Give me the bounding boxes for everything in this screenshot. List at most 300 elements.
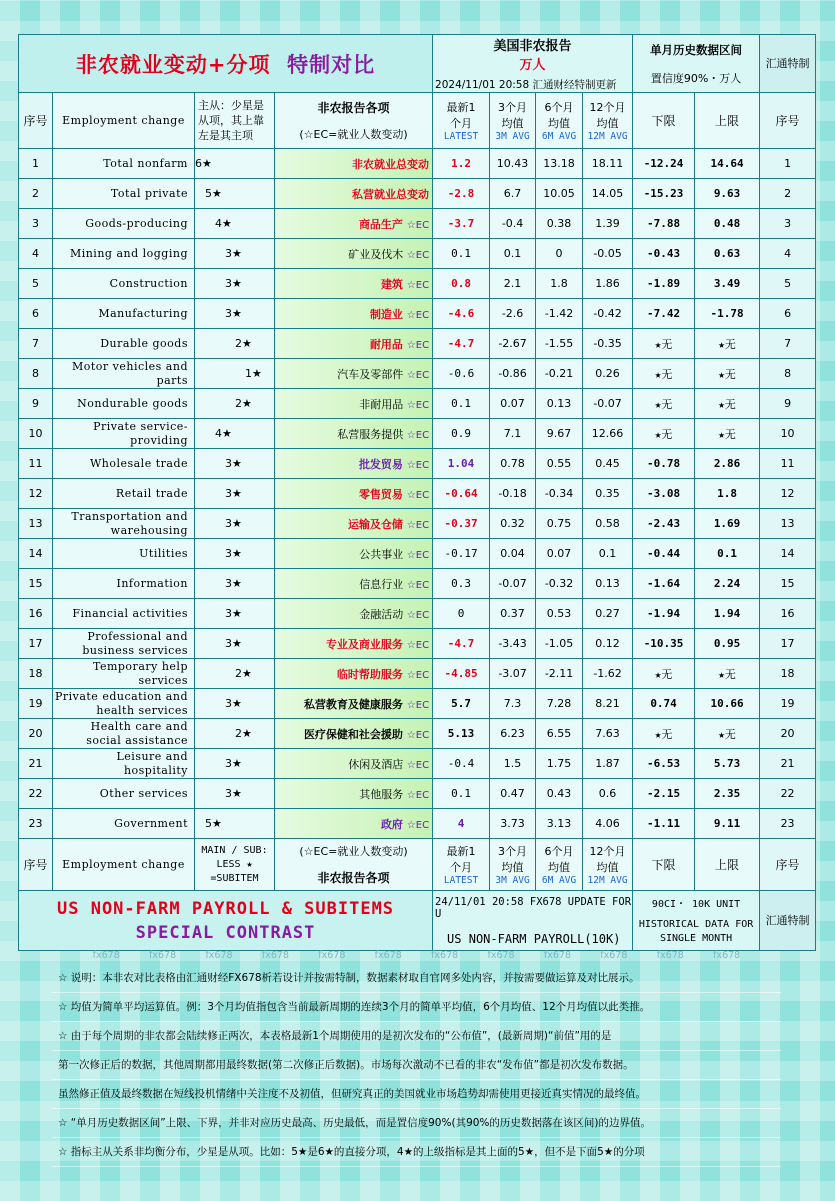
row-item-label: 批发贸易 [358, 457, 403, 471]
row-seq-right: 11 [760, 449, 816, 479]
row-star: 3★ [195, 689, 275, 719]
row-seq-right: 6 [760, 299, 816, 329]
row-avg6: 9.67 [536, 419, 583, 449]
row-high: 3.49 [695, 269, 760, 299]
col-avg12-cn: 12个月均值 [589, 101, 626, 130]
foot-avg12-en: 12M AVG [587, 875, 628, 886]
watermark-text: fx678 [261, 950, 289, 961]
row-low: -6.53 [633, 749, 695, 779]
row-avg12: 4.06 [583, 809, 633, 839]
row-employment: Information [53, 569, 195, 599]
side-brand-top: 汇通特制 [760, 35, 816, 93]
column-header-row [19, 93, 816, 149]
row-item-label: 非耐用品 [359, 397, 404, 411]
row-employment: Goods-producing [53, 209, 195, 239]
row-avg12: 1.87 [583, 749, 633, 779]
row-seq-right: 21 [760, 749, 816, 779]
row-item [275, 569, 433, 599]
row-low: -7.88 [633, 209, 695, 239]
english-title [19, 891, 433, 951]
row-seq: 22 [19, 779, 53, 809]
row-low: -1.89 [633, 269, 695, 299]
row-avg6: 0.55 [536, 449, 583, 479]
report-table-wrapper [18, 34, 815, 951]
watermark-text: fx678 [487, 950, 515, 961]
row-item-ec: ☆EC [406, 459, 430, 471]
row-item-ec: ☆EC [406, 429, 430, 441]
row-avg3: 0.32 [490, 509, 536, 539]
row-avg3: 0.07 [490, 389, 536, 419]
foot-avg12 [583, 839, 633, 891]
row-latest: -4.85 [433, 659, 490, 689]
row-seq-right: 16 [760, 599, 816, 629]
row-avg3: 0.47 [490, 779, 536, 809]
row-item-label: 私营服务提供 [337, 427, 404, 441]
foot-items-title: 非农报告各项 [317, 871, 390, 885]
table-row [19, 389, 816, 419]
row-avg3: 6.7 [490, 179, 536, 209]
note-line: ☆ “单月历史数据区间”上限、下界，并非对应历史最高、历史最低，而是置信度90%(其90%的历史数据落在该区间)的边界值。 [52, 1109, 781, 1138]
foot-high: 上限 [695, 839, 760, 891]
row-employment: Manufacturing [53, 299, 195, 329]
row-high: ★无 [695, 329, 760, 359]
row-high: 0.63 [695, 239, 760, 269]
row-seq: 1 [19, 149, 53, 179]
row-employment: Total nonfarm [53, 149, 195, 179]
row-avg3: -2.67 [490, 329, 536, 359]
row-low: -10.35 [633, 629, 695, 659]
nonfarm-table [18, 34, 816, 951]
row-latest: 5.13 [433, 719, 490, 749]
note-line: 虽然修正值及最终数据在短线投机情绪中关注度不及初值，但研究真正的美国就业市场趋势却需使用更接近真实情况的最终值。 [52, 1080, 781, 1109]
row-avg12: 1.39 [583, 209, 633, 239]
row-seq: 7 [19, 329, 53, 359]
foot-items-sub: (☆EC=就业人数变动) [299, 845, 408, 858]
main-title [19, 35, 433, 93]
row-item-label: 零售贸易 [358, 487, 403, 501]
col-avg6-cn: 6个月均值 [544, 101, 574, 130]
row-low: -0.78 [633, 449, 695, 479]
row-star: 3★ [195, 269, 275, 299]
row-seq-right: 8 [760, 359, 816, 389]
row-avg6: -0.34 [536, 479, 583, 509]
row-seq-right: 14 [760, 539, 816, 569]
row-item-ec: ☆EC [406, 369, 430, 381]
col-low: 下限 [633, 93, 695, 149]
row-employment: Retail trade [53, 479, 195, 509]
row-avg6: 0.75 [536, 509, 583, 539]
row-latest: 1.2 [433, 149, 490, 179]
row-item-label: 医疗保健和社会援助 [303, 727, 403, 741]
row-avg3: -0.18 [490, 479, 536, 509]
row-star: 3★ [195, 509, 275, 539]
row-avg12: 0.45 [583, 449, 633, 479]
col-avg12-en: 12M AVG [587, 131, 628, 142]
watermark-row [18, 950, 815, 964]
row-avg12: -0.42 [583, 299, 633, 329]
row-avg12: 12.66 [583, 419, 633, 449]
row-avg3: -0.07 [490, 569, 536, 599]
row-high: 9.63 [695, 179, 760, 209]
row-item [275, 269, 433, 299]
row-item [275, 659, 433, 689]
row-employment: Durable goods [53, 329, 195, 359]
row-seq: 11 [19, 449, 53, 479]
row-avg6: 0.07 [536, 539, 583, 569]
row-star: 6★ [195, 149, 275, 179]
watermark-text: fx678 [713, 950, 741, 961]
row-item-ec: ☆EC [406, 699, 430, 711]
row-employment: Motor vehicles and parts [53, 359, 195, 389]
row-item-label: 耐用品 [369, 337, 403, 351]
foot-avg12-cn: 12个月均值 [589, 845, 626, 874]
row-seq: 10 [19, 419, 53, 449]
row-item-label: 商品生产 [358, 217, 403, 231]
row-latest: 0.3 [433, 569, 490, 599]
range-sub: 置信度90%・万人 [650, 71, 742, 85]
row-employment: Nondurable goods [53, 389, 195, 419]
report-title-cell [433, 35, 633, 93]
row-avg3: 10.43 [490, 149, 536, 179]
row-item-label: 建筑 [380, 277, 403, 291]
row-item-ec: ☆EC [406, 309, 430, 321]
row-avg3: 7.3 [490, 689, 536, 719]
table-row [19, 509, 816, 539]
english-unit: 90CI・ 10K UNIT [651, 899, 741, 910]
row-star: 5★ [195, 179, 275, 209]
row-seq: 21 [19, 749, 53, 779]
row-avg6: 0.38 [536, 209, 583, 239]
foot-seq-right: 序号 [760, 839, 816, 891]
row-seq: 2 [19, 179, 53, 209]
table-row [19, 749, 816, 779]
row-item [275, 749, 433, 779]
row-item [275, 689, 433, 719]
data-rows [19, 149, 816, 839]
row-avg6: 0.13 [536, 389, 583, 419]
foot-employment: Employment change [53, 839, 195, 891]
row-latest: 0.1 [433, 389, 490, 419]
table-row [19, 629, 816, 659]
row-high: 5.73 [695, 749, 760, 779]
row-avg6: 0.43 [536, 779, 583, 809]
row-star: 2★ [195, 719, 275, 749]
row-latest: -0.6 [433, 359, 490, 389]
row-item-ec: ☆EC [406, 489, 430, 501]
row-item [275, 299, 433, 329]
row-latest: 0.8 [433, 269, 490, 299]
foot-latest-en: LATEST [443, 875, 479, 886]
row-avg12: 7.63 [583, 719, 633, 749]
row-avg3: -0.86 [490, 359, 536, 389]
note-line: 第一次修正后的数据，其他周期都用最终数据(第二次修正后数据)。市场每次激动不已看的非农“发布值”都是初次发布数据。 [52, 1051, 781, 1080]
row-avg6: 1.8 [536, 269, 583, 299]
row-low: -2.43 [633, 509, 695, 539]
row-avg6: 10.05 [536, 179, 583, 209]
row-high: 2.86 [695, 449, 760, 479]
row-item-ec: ☆EC [406, 639, 430, 651]
row-avg12: 1.86 [583, 269, 633, 299]
row-item [275, 329, 433, 359]
row-item-ec: ☆EC [406, 579, 430, 591]
row-item-label: 其他服务 [359, 787, 404, 801]
col-avg3-cn: 3个月均值 [498, 101, 528, 130]
row-seq: 20 [19, 719, 53, 749]
english-update: 24/11/01 20:58 FX678 UPDATE FOR U [435, 895, 632, 920]
row-item-ec: ☆EC [406, 669, 430, 681]
row-latest: 0.1 [433, 779, 490, 809]
row-seq: 15 [19, 569, 53, 599]
row-star: 3★ [195, 239, 275, 269]
watermark-text: fx678 [318, 950, 346, 961]
row-star: 2★ [195, 659, 275, 689]
row-low: ★无 [633, 659, 695, 689]
row-avg12: -0.35 [583, 329, 633, 359]
row-item-label: 专业及商业服务 [325, 637, 403, 651]
row-item [275, 209, 433, 239]
note-line: ☆ 说明：本非农对比表格由汇通财经FX678析若设计并按需特制，数据素材取自官网多处内容，并按需要做运算及对比展示。 [52, 964, 781, 993]
foot-latest-cn: 最新1个月 [446, 845, 476, 874]
watermark-text: fx678 [149, 950, 177, 961]
row-high: 1.94 [695, 599, 760, 629]
col-avg3-en: 3M AVG [495, 131, 530, 142]
row-item [275, 629, 433, 659]
row-employment: Leisure and hospitality [53, 749, 195, 779]
foot-avg6 [536, 839, 583, 891]
row-high: 2.24 [695, 569, 760, 599]
row-avg12: 8.21 [583, 689, 633, 719]
row-avg3: -3.43 [490, 629, 536, 659]
row-seq: 12 [19, 479, 53, 509]
row-seq-right: 5 [760, 269, 816, 299]
row-item-label: 私营就业总变动 [352, 187, 430, 201]
row-seq-right: 19 [760, 689, 816, 719]
title-special: 特制对比 [287, 52, 376, 77]
row-latest: -0.17 [433, 539, 490, 569]
row-star: 1★ [195, 359, 275, 389]
row-employment: Utilities [53, 539, 195, 569]
row-avg3: 6.23 [490, 719, 536, 749]
note-line: ☆ 指标主从关系非均衡分布，少星是从项。比如：5★是6★的直接分项，4★的上级指标是其上面的5★，但不是下面5★的分项 [52, 1138, 781, 1167]
watermark-text: fx678 [543, 950, 571, 961]
row-high: 0.1 [695, 539, 760, 569]
table-row [19, 449, 816, 479]
row-seq: 4 [19, 239, 53, 269]
row-item [275, 479, 433, 509]
row-avg12: 0.27 [583, 599, 633, 629]
row-seq-right: 23 [760, 809, 816, 839]
col-seq-right: 序号 [760, 93, 816, 149]
foot-avg3-en: 3M AVG [495, 875, 530, 886]
english-hist: HISTORICAL DATA FOR SINGLE MONTH [638, 919, 754, 944]
foot-main-sub-2: LESS ★ [216, 858, 253, 870]
row-high: 9.11 [695, 809, 760, 839]
row-avg12: 0.26 [583, 359, 633, 389]
foot-main-sub-3: =SUBITEM [210, 872, 259, 884]
table-row [19, 239, 816, 269]
row-employment: Total private [53, 179, 195, 209]
row-seq: 13 [19, 509, 53, 539]
title-main: 非农就业变动+分项 [75, 52, 271, 77]
row-avg6: 0.53 [536, 599, 583, 629]
col-seq: 序号 [19, 93, 53, 149]
row-avg12: 0.1 [583, 539, 633, 569]
row-avg3: 0.37 [490, 599, 536, 629]
row-employment: Temporary help services [53, 659, 195, 689]
row-star: 3★ [195, 479, 275, 509]
foot-main-sub [195, 839, 275, 891]
row-latest: -4.7 [433, 329, 490, 359]
row-seq: 17 [19, 629, 53, 659]
row-seq: 18 [19, 659, 53, 689]
row-seq-right: 3 [760, 209, 816, 239]
range-title-cell [633, 35, 760, 93]
row-latest: -4.6 [433, 299, 490, 329]
row-avg12: 14.05 [583, 179, 633, 209]
row-employment: Other services [53, 779, 195, 809]
col-latest-en: LATEST [443, 131, 479, 142]
row-item-label: 休闲及酒店 [348, 757, 404, 771]
row-seq: 16 [19, 599, 53, 629]
watermark-text: fx678 [600, 950, 628, 961]
table-row [19, 719, 816, 749]
table-row [19, 479, 816, 509]
row-seq-right: 18 [760, 659, 816, 689]
row-item [275, 809, 433, 839]
row-avg6: 7.28 [536, 689, 583, 719]
table-row [19, 179, 816, 209]
row-seq: 6 [19, 299, 53, 329]
row-low: 0.74 [633, 689, 695, 719]
row-avg6: -1.55 [536, 329, 583, 359]
row-star: 3★ [195, 569, 275, 599]
row-avg6: 1.75 [536, 749, 583, 779]
row-avg12: 0.58 [583, 509, 633, 539]
table-row [19, 569, 816, 599]
row-avg6: 0 [536, 239, 583, 269]
row-star: 2★ [195, 389, 275, 419]
row-low: ★无 [633, 719, 695, 749]
row-employment: Private service-providing [53, 419, 195, 449]
row-star: 3★ [195, 599, 275, 629]
row-item-label: 私营教育及健康服务 [303, 697, 403, 711]
table-row [19, 779, 816, 809]
row-low: -7.42 [633, 299, 695, 329]
row-item [275, 599, 433, 629]
row-avg3: 1.5 [490, 749, 536, 779]
col-avg12 [583, 93, 633, 149]
row-low: ★无 [633, 419, 695, 449]
range-title: 单月历史数据区间 [650, 42, 743, 57]
row-avg6: 13.18 [536, 149, 583, 179]
row-avg3: 7.1 [490, 419, 536, 449]
row-star: 4★ [195, 419, 275, 449]
row-star: 3★ [195, 539, 275, 569]
row-seq-right: 4 [760, 239, 816, 269]
row-item-label: 公共事业 [359, 547, 404, 561]
col-items [275, 93, 433, 149]
english-range-cell [633, 891, 760, 951]
row-seq-right: 9 [760, 389, 816, 419]
row-item-ec: ☆EC [406, 789, 430, 801]
row-low: -0.44 [633, 539, 695, 569]
row-avg3: -2.6 [490, 299, 536, 329]
row-low: -1.64 [633, 569, 695, 599]
row-avg6: -0.21 [536, 359, 583, 389]
table-row [19, 209, 816, 239]
row-employment: Construction [53, 269, 195, 299]
row-latest: -4.7 [433, 629, 490, 659]
row-high: 10.66 [695, 689, 760, 719]
row-seq-right: 20 [760, 719, 816, 749]
row-low: ★无 [633, 389, 695, 419]
row-avg3: -3.07 [490, 659, 536, 689]
row-seq-right: 7 [760, 329, 816, 359]
row-item-label: 信息行业 [359, 577, 404, 591]
row-avg12: -0.07 [583, 389, 633, 419]
row-low: ★无 [633, 329, 695, 359]
row-seq: 19 [19, 689, 53, 719]
row-item-ec: ☆EC [406, 339, 430, 351]
english-title-row [19, 891, 816, 951]
col-items-sub: (☆EC=就业人数变动) [299, 128, 408, 141]
foot-items [275, 839, 433, 891]
row-latest: 0 [433, 599, 490, 629]
row-avg6: -2.11 [536, 659, 583, 689]
table-row [19, 359, 816, 389]
table-row [19, 689, 816, 719]
col-main-sub: 主从：少星是从项，其上靠左是其主项 [195, 93, 275, 149]
row-item [275, 359, 433, 389]
row-seq-right: 13 [760, 509, 816, 539]
table-row [19, 599, 816, 629]
row-item [275, 149, 433, 179]
col-avg6 [536, 93, 583, 149]
row-latest: 0.9 [433, 419, 490, 449]
notes-list [18, 964, 815, 1167]
row-low: -3.08 [633, 479, 695, 509]
col-latest-cn: 最新1个月 [446, 101, 476, 130]
row-seq-right: 15 [760, 569, 816, 599]
row-star: 3★ [195, 629, 275, 659]
row-item-ec: ☆EC [406, 759, 430, 771]
row-high: -1.78 [695, 299, 760, 329]
row-item-ec: ☆EC [406, 219, 430, 231]
row-item-ec: ☆EC [406, 549, 430, 561]
row-latest: 4 [433, 809, 490, 839]
row-star: 2★ [195, 329, 275, 359]
row-high: ★无 [695, 659, 760, 689]
row-high: 14.64 [695, 149, 760, 179]
note-line: ☆ 由于每个周期的非农都会陆续修正两次，本表格最新1个周期使用的是初次发布的“公布值”，(最新周期)“前值”用的是 [52, 1022, 781, 1051]
row-star: 3★ [195, 449, 275, 479]
row-high: 1.69 [695, 509, 760, 539]
col-avg6-en: 6M AVG [541, 131, 577, 142]
row-latest: 1.04 [433, 449, 490, 479]
foot-latest [433, 839, 490, 891]
watermark-text: fx678 [431, 950, 459, 961]
row-latest: -0.4 [433, 749, 490, 779]
row-item [275, 719, 433, 749]
row-latest: -2.8 [433, 179, 490, 209]
foot-low: 下限 [633, 839, 695, 891]
row-item [275, 419, 433, 449]
row-star: 3★ [195, 749, 275, 779]
row-low: -0.43 [633, 239, 695, 269]
row-latest: -0.64 [433, 479, 490, 509]
row-item-ec: ☆EC [406, 609, 430, 621]
table-row [19, 659, 816, 689]
